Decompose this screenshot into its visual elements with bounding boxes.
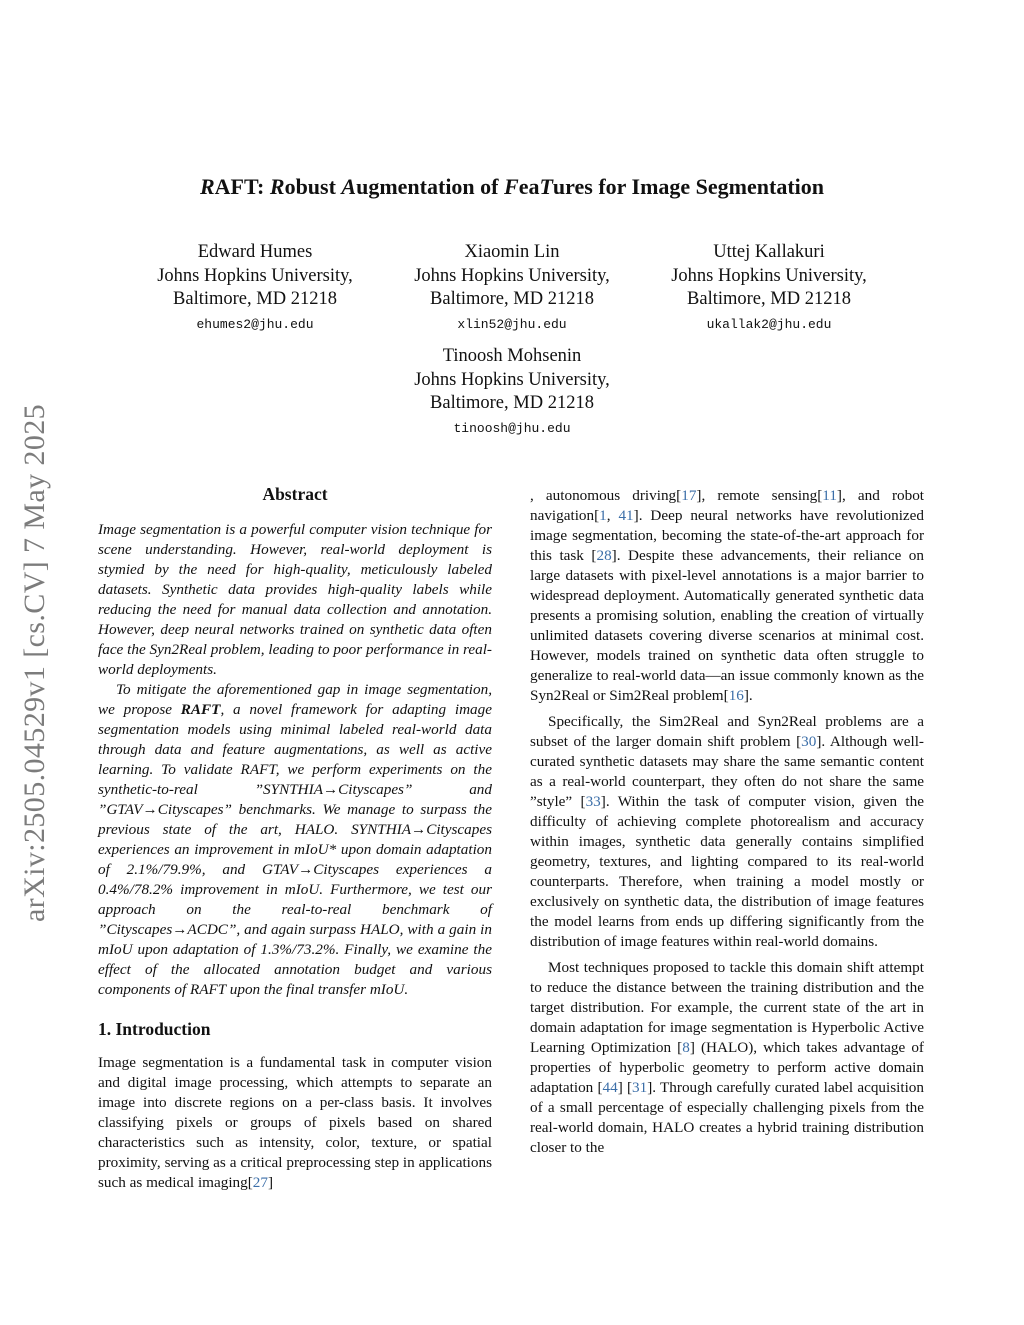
- citation-link[interactable]: 8: [682, 1039, 690, 1056]
- intro-paragraph-2: Specifically, the Sim2Real and Syn2Real problems are a subset of the larger domain shift problem [30]. Although well-curated synthetic datasets may share the same semantic content as a real-world counterpart, they often do not share the same ”style” [33]. Within the task of computer vision, given the difficulty of achieving complete photorealism and accuracy within images, synthetic data generally contains simplified geometry, textures, and lighting compared to its real-world counterparts. Therefore, when training a model mostly or exclusively on synthetic data, the distribution of image features the model learns from ends up differing significantly from the distribution of image features within real-world domains.: [530, 713, 924, 950]
- citation-link[interactable]: 41: [618, 507, 634, 524]
- author-email: ukallak2@jhu.edu: [706, 316, 832, 332]
- author-block-1: [110, 241, 400, 334]
- author-affiliation: Johns Hopkins University,: [157, 265, 353, 286]
- author-name: Edward Humes: [197, 242, 313, 262]
- author-block-3: [624, 241, 914, 334]
- author-email: ehumes2@jhu.edu: [196, 316, 314, 332]
- author-email: xlin52@jhu.edu: [457, 316, 567, 332]
- paper-title: RAFT: Robust Augmentation of FeaTures for Image Segmentation: [199, 174, 825, 199]
- citation-link[interactable]: 31: [632, 1079, 648, 1096]
- author-name: Uttej Kallakuri: [713, 242, 825, 262]
- arxiv-id: arXiv:2505.04529v1 [cs.CV] 7 May 2025: [18, 403, 51, 923]
- author-address: Baltimore, MD 21218: [173, 289, 337, 309]
- author-affiliation: Johns Hopkins University,: [671, 265, 867, 286]
- author-email: tinoosh@jhu.edu: [453, 420, 571, 436]
- abstract-section: [98, 484, 492, 1000]
- citation-link[interactable]: 16: [728, 687, 744, 704]
- abstract-heading: Abstract: [262, 484, 328, 504]
- author-affiliation: Johns Hopkins University,: [414, 369, 610, 390]
- citation-link[interactable]: 28: [596, 547, 612, 564]
- abstract-paragraph-2: To mitigate the aforementioned gap in image segmentation, we propose RAFT, a novel framework for adapting image segmentation models using minimal labeled real-world data through data and feature augmentations, as well as active learning. To validate RAFT, we perform experiments on the synthetic-to-real ”SYNTHIA→Cityscapes” and ”GTAV→Cityscapes” benchmarks. We manage to surpass the previous state of the art, HALO. SYNTHIA→Cityscapes experiences an improvement in mIoU* upon domain adaptation of 2.1%/79.9%, and GTAV→Cityscapes experiences a 0.4%/78.2% improvement in mIoU. Furthermore, we test our approach on the real-to-real benchmark of ”Cityscapes→ACDC”, and again surpass HALO, with a gain in mIoU upon adaptation of 1.3%/73.2%. Finally, we examine the effect of the allocated annotation budget and various components of RAFT upon the final transfer mIoU.: [98, 681, 492, 998]
- arxiv-sidebar-stamp: [4, 373, 66, 953]
- author-address: Baltimore, MD 21218: [430, 393, 594, 413]
- author-name: Tinoosh Mohsenin: [442, 346, 582, 366]
- author-address: Baltimore, MD 21218: [687, 289, 851, 309]
- citation-link[interactable]: 44: [602, 1079, 618, 1096]
- intro-paragraph-1: Image segmentation is a fundamental task in computer vision and digital image processing, which attempts to separate an image into discrete regions on a per-class basis. It involves classifying pixels or groups of pixels based on shared characteristics such as intensity, color, texture, or spatial proximity, serving as a critical preprocessing step in applications such as medical imaging[27]: [98, 1054, 492, 1191]
- intro-paragraph-3: Most techniques proposed to tackle this domain shift attempt to reduce the distance between the training distribution and the target distribution. For example, the current state of the art in domain adaptation for image segmentation is Hyperbolic Active Learning Optimization [8] (HALO), which takes advantage of properties of hyperbolic geometry to perform active domain adaptation [44] [31]. Through carefully curated label acquisition of a small percentage of especially challenging pixels from the real-world domain, HALO creates a hybrid training distribution closer to the: [530, 959, 924, 1156]
- citation-link[interactable]: 11: [822, 487, 837, 504]
- citation-link[interactable]: 17: [681, 487, 697, 504]
- author-name: Xiaomin Lin: [464, 242, 560, 262]
- citation-link[interactable]: 1: [599, 507, 607, 524]
- citation-link[interactable]: 33: [585, 793, 601, 810]
- introduction-left: [98, 1019, 492, 1193]
- intro-paragraph-continued: , autonomous driving[17], remote sensing[11], and robot navigation[1, 41]. Deep neural networks have revolutionized image segmentation, becoming the state-of-the-art approach for this task [28]. Despite these advancements, their reliance on large datasets with pixel-level annotations is a major barrier to widespread deployment. Automatically generated synthetic data presents a promising solution, enabling the creation of virtually unlimited datasets covering diverse scenarios at minimal cost. However, models trained on synthetic data often struggle to generalize to real-world data—an issue commonly known as the Syn2Real or Sim2Real problem[16].: [530, 487, 925, 704]
- author-address: Baltimore, MD 21218: [430, 289, 594, 309]
- author-block-2: [367, 241, 657, 334]
- introduction-right: [530, 486, 924, 1158]
- citation-link[interactable]: 30: [801, 733, 817, 750]
- section-heading-introduction: 1. Introduction: [98, 1019, 211, 1039]
- citation-link[interactable]: 27: [252, 1174, 268, 1191]
- author-block-4: [367, 345, 657, 438]
- abstract-paragraph-1: Image segmentation is a powerful computer vision technique for scene understanding. However, real-world deployment is stymied by the need for high-quality, meticulously labeled datasets. Synthetic data provides high-quality labels while reducing the need for manual data collection and annotation. However, deep neural networks trained on synthetic data often face the Syn2Real problem, leading to poor performance in real-world deployments.: [98, 521, 492, 678]
- author-affiliation: Johns Hopkins University,: [414, 265, 610, 286]
